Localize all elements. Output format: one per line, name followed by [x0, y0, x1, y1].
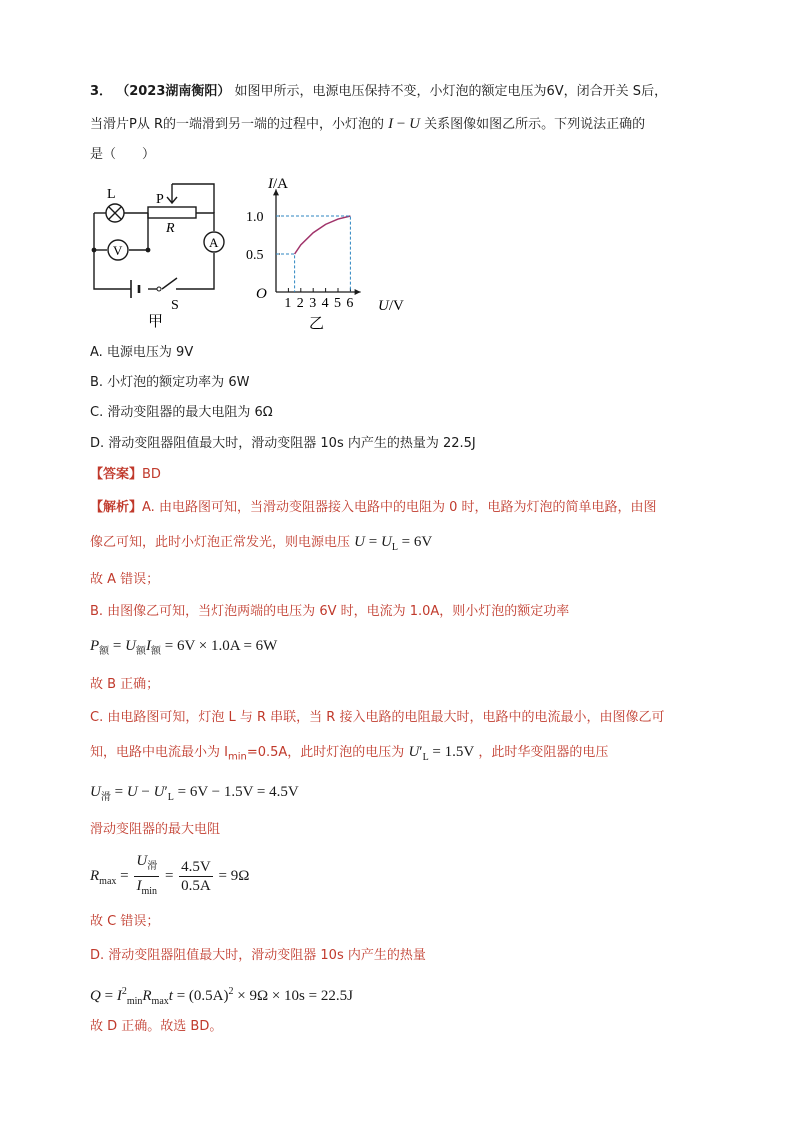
x-tick-label: 2 [296, 296, 304, 311]
guide-line-min [276, 254, 295, 292]
analysis-a-text-2: 像乙可知，此时小灯泡正常发光，则电源电压 [90, 535, 351, 550]
label-switch-S: S [171, 298, 179, 313]
iu-curve [295, 216, 351, 254]
label-ammeter-A: A [209, 235, 219, 250]
analysis-c-line-1: C. 由电路图可知，灯泡 L 与 R 串联，当 R 接入电路的电阻最大时，电路中的电流最小，由图像乙可 [90, 710, 665, 725]
label-slider-P: P [156, 192, 164, 207]
analysis-c-line-2 [90, 742, 608, 768]
analysis-d-conclusion: 故 D 正确。故选 BD。 [90, 1019, 223, 1034]
question-text-3: 是（ ） [90, 147, 156, 162]
formula-rheostat-voltage: $U_滑 = U - U'_L = 6V - 1.5V = 4.5V$ [90, 784, 299, 803]
x-axis-arrow [355, 289, 361, 295]
question-text-2b: 关系图像如图乙所示。下列说法正确的 [424, 117, 646, 132]
question-line-1 [90, 82, 667, 102]
analysis-b-line-1: B. 由图像乙可知，当灯泡两端的电压为 6V 时，电流为 1.0A，则小灯泡的额定功率 [90, 604, 570, 619]
analysis-a-conclusion: 故 A 错误； [90, 572, 160, 587]
question-line-3 [90, 145, 155, 165]
option-b: B. 小灯泡的额定功率为 6W [90, 375, 250, 390]
label-voltmeter-V: V [113, 243, 123, 258]
label-resistor-R: R [166, 221, 175, 236]
answer-line [90, 465, 161, 485]
x-tick-label: 3 [309, 296, 317, 311]
question-text-1: 如图甲所示，电源电压保持不变，小灯泡的额定电压为6V，闭合开关 S后， [234, 84, 668, 99]
circuit-diagram [86, 176, 236, 336]
option-d: D. 滑动变阻器阻值最大时，滑动变阻器 10s 内产生的热量为 22.5J [90, 436, 476, 451]
analysis-c-text-2b: =0.5A，此时灯泡的电压为 [246, 745, 405, 760]
formula-heat: $Q = I^2_{min}R_{max}t = (0.5A)^2 \times 9\Omega \times 10s = 22.5J$ [90, 986, 353, 1007]
answer-value: BD [142, 467, 161, 482]
question-source: （2023湖南衡阳） [116, 84, 231, 99]
analysis-d-line-1: D. 滑动变阻器阻值最大时，滑动变阻器 10s 内产生的热量 [90, 948, 426, 963]
option-a: A. 电源电压为 9V [90, 345, 194, 360]
x-tick-label: 4 [321, 296, 329, 311]
graph-caption: 乙 [309, 316, 325, 332]
analysis-c-text-2c: ，此时华变阻器的电压 [478, 745, 609, 760]
analysis-a-line-1 [90, 498, 656, 518]
analysis-a-text-1: A. 由电路图可知，当滑动变阻器接入电路中的电阻为 0 时，电路为灯泡的简单电路，由图 [142, 500, 657, 515]
y-axis-label: I/A [268, 176, 288, 192]
x-axis-label: U/V [378, 298, 404, 314]
iu-graph [246, 170, 416, 335]
analysis-c-sub-min: min [227, 751, 247, 763]
formula-source-voltage: $U = U_L = 6V$ [354, 534, 433, 553]
circuit-caption: 甲 [148, 314, 164, 330]
analysis-label: 【解析】 [90, 500, 143, 515]
x-tick-label: 1 [284, 296, 292, 311]
formula-rated-power: $P_额 = U_额I_额 = 6V \times 1.0A = 6W$ [90, 638, 278, 657]
analysis-c-text-3: 滑动变阻器的最大电阻 [90, 822, 221, 837]
question-line-2 [90, 114, 645, 135]
analysis-c-conclusion: 故 C 错误； [90, 914, 160, 929]
formula-lamp-voltage: $U'_L = 1.5V$ [408, 744, 475, 763]
question-number: 3． [90, 84, 113, 99]
analysis-a-line-2 [90, 532, 432, 558]
option-c: C. 滑动变阻器的最大电阻为 6Ω [90, 405, 273, 420]
answer-label: 【答案】 [90, 467, 143, 482]
y-tick-label: 1.0 [246, 210, 264, 225]
x-tick-label: 5 [334, 296, 341, 311]
analysis-b-conclusion: 故 B 正确； [90, 677, 160, 692]
analysis-c-text-2a: 知，电路中电流最小为 I [90, 745, 228, 760]
formula-max-resistance: $R_{max}$ = $\frac{U_滑}{I_{min}}$ = $\frac{4.5V}{0.5A}$ = 9Ω [90, 853, 250, 897]
y-tick-label: 0.5 [246, 248, 264, 263]
question-text-2a: 当滑片P从 R的一端滑到另一端的过程中，小灯泡的 [90, 117, 385, 132]
iu-symbol: I − U [388, 116, 420, 132]
graph-origin: O [256, 286, 267, 302]
x-tick-label: 6 [346, 296, 354, 311]
label-lamp-L: L [107, 187, 116, 202]
